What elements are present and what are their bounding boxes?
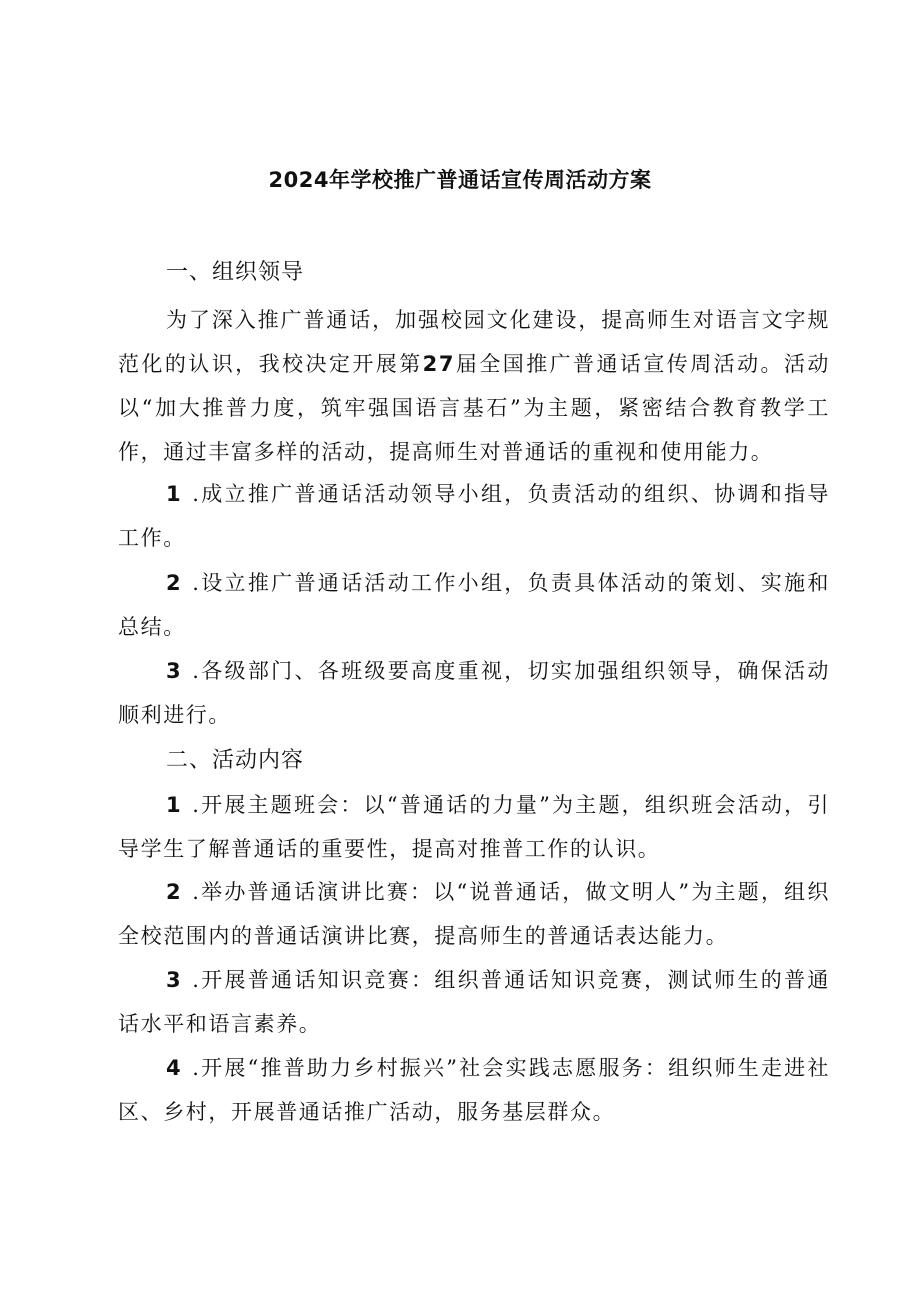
list-item-number: 2: [166, 880, 183, 904]
list-item-number: 1: [166, 482, 183, 506]
list-item-number: 3: [166, 659, 183, 683]
list-item-text: .设立推广普通话活动工作小组，负责具体活动的策划、实施和总结。: [118, 571, 830, 639]
list-item-text: .成立推广普通话活动领导小组，负责活动的组织、协调和指导工作。: [118, 482, 830, 550]
intro-number: 27: [422, 352, 456, 376]
list-item: [118, 958, 830, 1046]
list-item-number: 4: [166, 1056, 183, 1080]
list-item: [118, 561, 830, 649]
document-title: 2024年学校推广普通话宣传周活动方案: [268, 168, 652, 192]
intro-text-before: 为了深入推广普通话，加强校园文化建设，提高师生对语言文字规范化的认识，我校决定开展第: [118, 308, 830, 376]
list-item-text: .开展主题班会：以“普通话的力量”为主题，组织班会活动，引导学生了解普通话的重要性，提高对推普工作的认识。: [118, 793, 830, 861]
list-item-number: 3: [166, 968, 183, 992]
list-item: [118, 1046, 830, 1134]
intro-text-after: 届全国推广普通话宣传周活动。活动以“加大推普力度，筑牢强国语言基石”为主题，紧密结合教育教学工作，通过丰富多样的活动，提高师生对普通话的重视和使用能力。: [118, 352, 830, 464]
intro-paragraph: [118, 298, 830, 474]
list-item-number: 1: [166, 793, 183, 817]
list-item-text: .举办普通话演讲比赛：以“说普通话，做文明人”为主题，组织全校范围内的普通话演讲比赛，提高师生的普通话表达能力。: [118, 880, 830, 948]
list-item: [118, 783, 830, 871]
list-item: [118, 649, 830, 737]
list-item-text: .开展“推普助力乡村振兴”社会实践志愿服务：组织师生走进社区、乡村，开展普通话推广活动，服务基层群众。: [118, 1056, 830, 1124]
section-heading-organization: 一、组织领导: [166, 260, 305, 285]
list-item-text: .各级部门、各班级要高度重视，切实加强组织领导，确保活动顺利进行。: [118, 659, 830, 727]
list-item-text: .开展普通话知识竞赛：组织普通话知识竞赛，测试师生的普通话水平和语言素养。: [118, 968, 830, 1036]
section-heading-activities: 二、活动内容: [166, 748, 305, 773]
list-item: [118, 870, 830, 958]
list-item: [118, 472, 830, 560]
list-item-number: 2: [166, 571, 183, 595]
